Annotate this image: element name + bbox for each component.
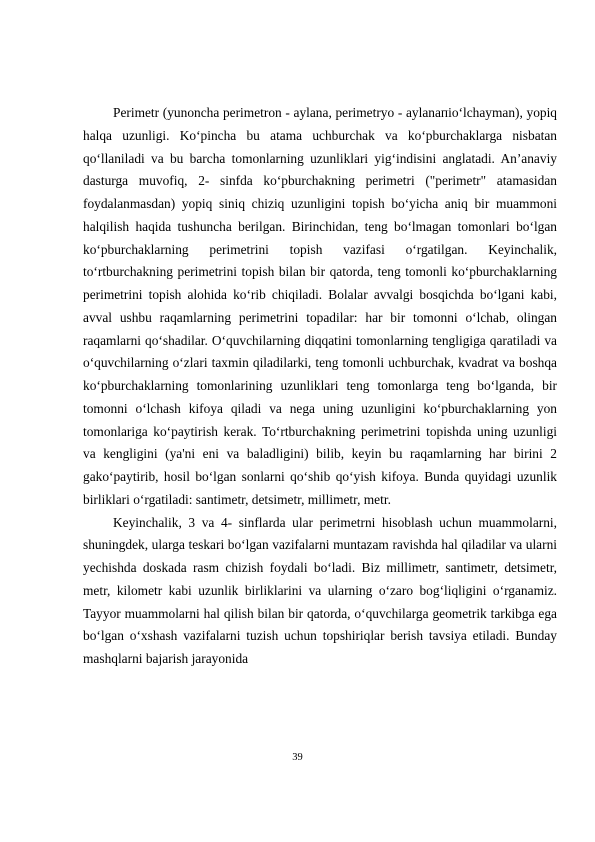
paragraph-grades-3-4: Keyinchalik, 3 va 4- sinflarda ular perimetrni hisoblash uchun muammolarni, shuningdek, ularga teskari bo‘lgan vazifalarni muntazam ravishda hal qiladilar va ularni yechishda doskada rasm chizish foydali bo‘ladi. Biz millimetr, santimetr, detsimetr, metr, kilometr kabi uzunlik birliklarini va ularning o‘zaro bog‘liqligini o‘rganamiz. Tayyor muammolarni hal qilish bilan bir qatorda, o‘quvchilarga geometrik tarkibga ega bo‘lgan o‘xshash vazifalarni tuzish uchun topshiriqlar berish tavsiya etiladi. Bunday mashqlarni bajarish jarayonida <box>83 514 557 666</box>
page-number: 39 <box>292 752 303 763</box>
paragraph-perimeter-definition: Perimetr (yunoncha perimetron - aylana, perimetryo - aylanaпio‘lchayman), yopiq halqa uzunligi. Ko‘pincha bu atama uchburchak va ko‘pburchaklarga nisbatan qo‘llaniladi va bu barcha tomonlarning uzunliklari yig‘indisini anglatadi. An’anaviy dasturga muvofiq, 2- sinfda ko‘pburchakning perimetri ("perimetr" atamasidan foydalanmasdan) yopiq siniq chiziq uzunligini topish bo‘yicha aniq bir muammoni halqilish haqida tushuncha berilgan. Birinchidan, teng bo‘lmagan tomonlari bo‘lgan ko‘pburchaklarning perimetrini topish vazifasi o‘rgatilgan. Keyinchalik, to‘rtburchakning perimetrini topish bilan bir qatorda, teng tomonli ko‘pburchaklarning perimetrini topish alohida ko‘rib chiqiladi. Bolalar avvalgi bosqichda bo‘lgani kabi, avval ushbu raqamlarning perimetrini topadilar: har bir tomonni o‘lchab, olingan raqamlarni qo‘shadilar. O‘quvchilarning diqqatini tomonlarning tengligiga qaratiladi va o‘quvchilarning o‘zlari taxmin qiladilarki, teng tomonli uchburchak, kvadrat va boshqa ko‘pburchaklarning tomonlarining uzunliklari teng tomonlarga teng bo‘lganda, bir tomonni o‘lchash kifoya qiladi va nega uning uzunligini ko‘pburchaklarning yon tomonlariga ko‘paytirish kerak. To‘rtburchakning perimetrini topishda uning uzunligi va kengligini (ya'ni eni va baladligini) bilib, keyin bu raqamlarning har birini 2 gako‘paytirib, hosil bo‘lgan sonlarni qo‘shib qo‘yish kifoya. Bunda quyidagi uzunlik birliklari o‘rgatiladi: santimetr, detsimetr, millimetr, metr. <box>83 105 557 507</box>
body-text <box>83 102 557 671</box>
